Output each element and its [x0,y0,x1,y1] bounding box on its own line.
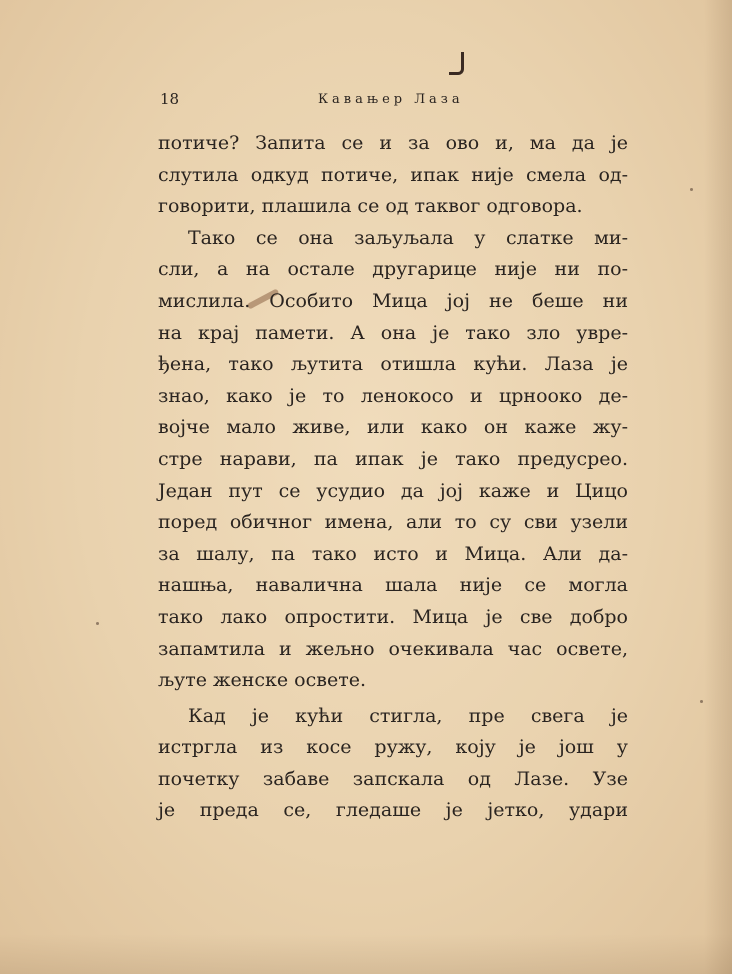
text-line: нашња, навалична шала није се могла [158,574,628,597]
page-bottom-shadow [0,934,732,974]
page-number: 18 [160,90,180,108]
text-line: војче мало живе, или како он каже жу- [158,416,628,439]
paper-speck [700,700,703,703]
text-line: истргла из косе ружу, коју је још у [158,736,628,759]
text-line: запамтила и жељно очекивала час освете, [158,637,628,660]
text-line: је преда се, гледаше је јетко, удари [158,799,628,822]
text-line: говорити, плашила се од таквог одговора. [158,195,583,218]
page-edge-shadow [704,0,732,974]
text-line: слутила одкуд потиче, ипак није смела од- [158,163,628,186]
running-head: Кавањер Лаза [318,92,464,107]
ink-mark [449,52,464,75]
text-line: тако лако опростити. Мица је све добро [158,605,628,628]
text-line: сли, а на остале другарице није ни по- [158,258,628,281]
paper-speck [690,188,693,191]
text-line: Кад је кући стигла, пре свега је [188,704,628,727]
body-text [158,128,628,827]
text-line: знао, како је то ленокосо и црнооко де- [158,384,628,407]
paper-speck [96,622,99,625]
text-line: поред обичног имена, али то су сви узели [158,511,628,534]
text-line: почетку забаве запскала од Лазе. Узе [158,767,628,790]
text-line: за шалу, па тако исто и Мица. Али да- [158,542,628,565]
text-line: Један пут се усудио да јој каже и Цицо [158,479,628,502]
text-line: мислила. Особито Мица јој не беше ни [158,289,628,312]
text-line: на крај памети. А она је тако зло увре- [158,321,628,344]
text-line: љуте женске освете. [158,669,366,692]
text-line: потиче? Запита се и за ово и, ма да је [158,132,628,154]
text-line: Тако се она заљуљала у слатке ми- [188,226,628,249]
text-line: ђена, тако љутита отишла кући. Лаза је [158,353,628,376]
text-line: стре нарави, па ипак је тако предусрео. [158,447,628,470]
